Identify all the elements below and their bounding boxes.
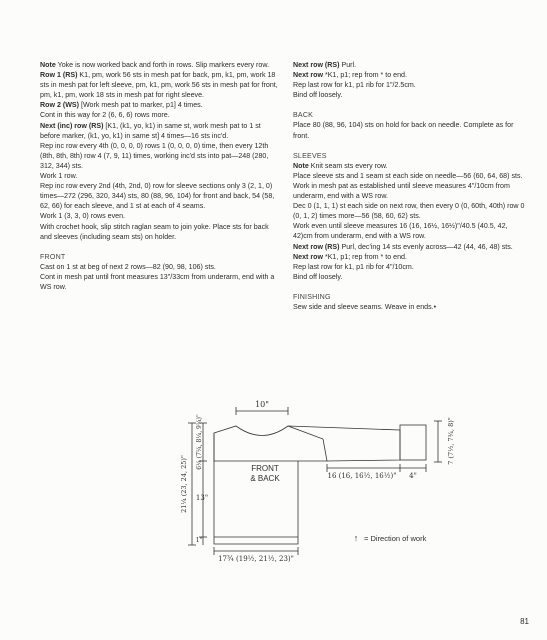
direction-arrow-icon: ↑ bbox=[353, 533, 359, 543]
instruction-text: With crochet hook, slip stitch raglan seam to join yoke. Place sts for back and sleeves (including seam sts) on holder. bbox=[40, 222, 269, 241]
instruction-text: Cont in this way for 2 (6, 6, 6) rows more. bbox=[40, 111, 170, 120]
sleeve-outline bbox=[288, 426, 400, 461]
row-label: Note bbox=[293, 161, 309, 170]
instruction-text: Purl, dec'ing 14 sts evenly across—42 (44, 46, 48) sts. bbox=[339, 242, 513, 251]
section-heading: FRONT bbox=[40, 252, 66, 261]
row-label: Next row (RS) bbox=[293, 61, 340, 69]
row-label: Next row bbox=[293, 252, 323, 261]
cuff-outline bbox=[400, 425, 426, 460]
instruction-text: Place 80 (88, 96, 104) sts on hold for back on needle. Complete as for front. bbox=[293, 121, 514, 140]
instruction-text: K1, pm, work 56 sts in mesh pat for back, pm, k1, pm, work 18 sts in mesh pat for left sleeve, pm, k1, pm, work 56 sts in mesh pat for front, pm, k1, pm, work 18 sts in mesh pat for right sleeve. bbox=[40, 71, 278, 100]
instruction-text: Dec 0 (1, 1, 1) st each side on next row, then every 0 (0, 60th, 40th) row 0 (0, 1, 2) times more—56 (58, 60, 62) sts. bbox=[293, 202, 525, 221]
instruction-text: Bind off loosely. bbox=[293, 91, 343, 100]
instruction-text: Cast on 1 st at beg of next 2 rows—82 (90, 98, 106) sts. bbox=[40, 262, 216, 271]
direction-legend: = Direction of work bbox=[364, 534, 427, 543]
instruction-text: Sew side and sleeve seams. Weave in ends.• bbox=[293, 302, 437, 311]
instruction-text: Yoke is now worked back and forth in rows. Slip markers every row. bbox=[55, 61, 270, 69]
cuff-length-label: 4" bbox=[409, 472, 417, 480]
neck-width-label: 10" bbox=[255, 400, 269, 409]
row-label: Row 1 (RS) bbox=[40, 71, 78, 80]
instruction-text: Rep last row for k1, p1 rib for 4"/10cm. bbox=[293, 262, 414, 271]
instruction-text: [Work mesh pat to marker, p1] 4 times. bbox=[79, 101, 203, 110]
row-label: Next (inc) row (RS) bbox=[40, 121, 104, 130]
side-length-label: 13" bbox=[195, 494, 209, 502]
instruction-text: Rep inc row every 2nd (4th, 2nd, 0) row for sleeve sections only 3 (2, 1, 0) times—272 (296, 320, 344) sts, 80 (88, 96, 104) for front and back, 54 (58, 62, 66) for each sleeve, and 1 st at each of 4 seams. bbox=[40, 182, 275, 211]
instruction-text: Purl. bbox=[339, 61, 357, 69]
instruction-text: Rep last row for k1, p1 rib for 1"/2.5cm. bbox=[293, 81, 416, 90]
body-label-front: FRONT bbox=[251, 464, 279, 473]
row-label: Next row bbox=[293, 71, 323, 80]
cuff-width-label: 7 (7½, 7¾, 8)" bbox=[447, 417, 455, 465]
instruction-text: Rep inc row every 4th (0, 0, 0, 0) rows 1 (0, 0, 0, 0) time, then every 12th (8th, 8th, 8th) row 4 (7, 9, 11) times, working inc'd sts into pat—248 (280, 312, 344) sts. bbox=[40, 141, 269, 170]
instruction-text: [K1, (k1, yo, k1) in same st, work mesh pat to 1 st before marker, (k1, yo, k1) in same st] 4 times—16 sts inc'd. bbox=[40, 121, 261, 140]
yoke-depth-label: 6¼ (7¼, 8¼, 9¼)" bbox=[196, 414, 203, 470]
instruction-text: Work 1 (3, 3, 0) rows even. bbox=[40, 212, 126, 221]
row-label: Next row (RS) bbox=[293, 242, 340, 251]
body-label-back: & BACK bbox=[250, 474, 280, 483]
instruction-text: Bind off loosely. bbox=[293, 272, 343, 281]
body-width-label: 17¾ (19½, 21½, 23)" bbox=[218, 555, 294, 563]
instruction-text: Knit seam sts every row. bbox=[308, 161, 388, 170]
rib-depth-label: 1" bbox=[195, 537, 203, 544]
instruction-text: *K1, p1; rep from * to end. bbox=[322, 71, 407, 80]
section-heading: BACK bbox=[293, 111, 314, 120]
instruction-text: Cont in mesh pat until front measures 13"/33cm from underarm, end with a WS row. bbox=[40, 272, 275, 291]
row-label: Row 2 (WS) bbox=[40, 101, 80, 110]
instruction-text: Work in mesh pat as established until sleeve measures 4"/10cm from underarm, end with a WS row. bbox=[293, 181, 510, 201]
instruction-text: *K1, p1; rep from * to end. bbox=[322, 252, 407, 261]
sleeve-length-label: 16 (16, 16½, 16½)" bbox=[327, 472, 397, 480]
body-yoke-outline bbox=[214, 426, 327, 461]
row-label: Note bbox=[40, 61, 56, 69]
instruction-text: Place sleeve sts and 1 seam st each side on needle—56 (60, 64, 68) sts. bbox=[293, 171, 523, 180]
section-heading: FINISHING bbox=[293, 292, 331, 301]
instruction-text: Work even until sleeve measures 16 (16, 16½, 16½)"/40.5 (40.5, 42, 42)cm from underarm, end with a WS row. bbox=[293, 222, 508, 241]
body-outline bbox=[214, 433, 298, 544]
section-heading: SLEEVES bbox=[293, 151, 327, 160]
body-length-label: 21¼ (23, 24, 25)" bbox=[180, 455, 188, 513]
page-number: 81 bbox=[520, 617, 529, 626]
instruction-text: Work 1 row. bbox=[40, 172, 78, 181]
